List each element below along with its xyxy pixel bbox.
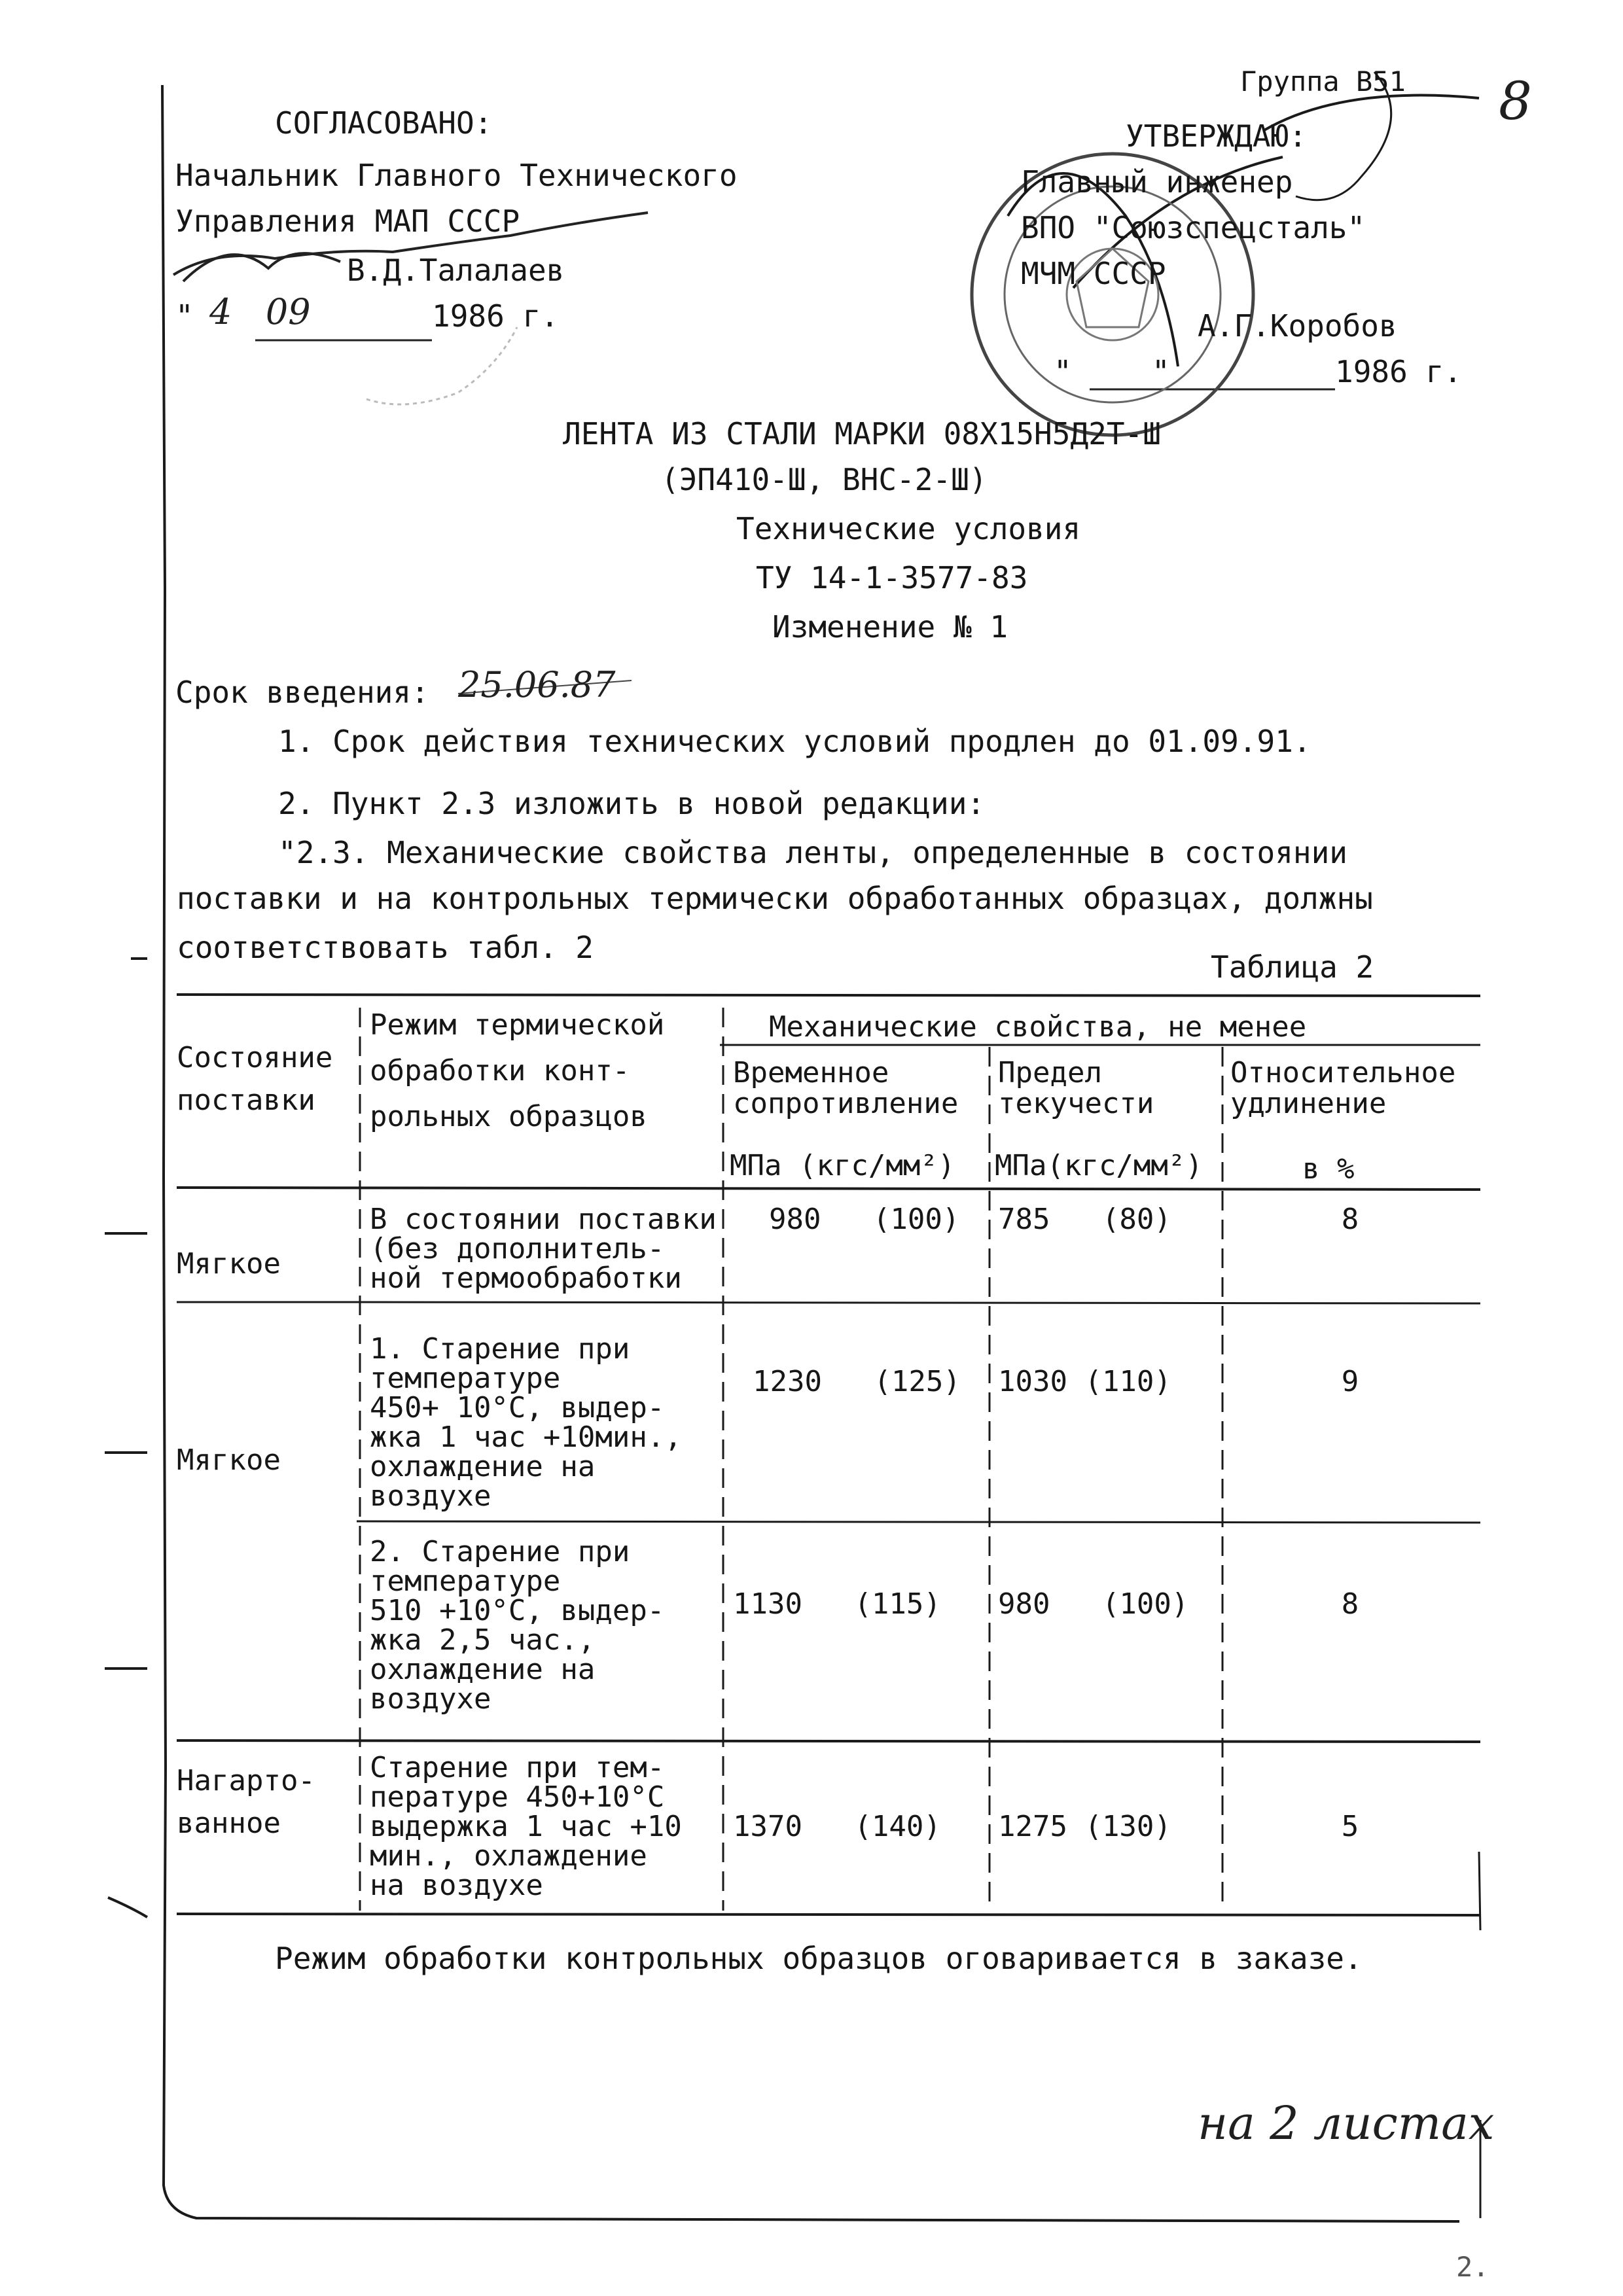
margin-tick (108, 1898, 147, 1917)
row1-elong: 8 (1341, 1203, 1359, 1236)
approve-line1: Главный инженер (1021, 164, 1293, 200)
row3-yield: 980 (100) (998, 1587, 1189, 1621)
row1-temp: 980 (100) (769, 1203, 960, 1236)
header-state-2: поставки (177, 1084, 315, 1117)
footnote: Режим обработки контрольных образцов оговаривается в заказе. (275, 1941, 1363, 1976)
group-note: Группа В51 (1240, 65, 1406, 97)
unit-temp: МПа (кгс/мм²) (730, 1149, 955, 1182)
header-temp-1: Временное (733, 1056, 889, 1089)
term-date-hand: 25.06.87 (458, 664, 616, 705)
row2-temp: 1230 (125) (753, 1365, 961, 1398)
approve-heading: УТВЕРЖДАЮ: (1126, 118, 1307, 154)
faint-stamp (366, 327, 517, 404)
row4-state-2: ванное (177, 1807, 281, 1840)
term-label: Срок введения: (175, 675, 429, 710)
row2-state: Мягкое (177, 1443, 281, 1477)
row1-mode-3: ной термообработки (370, 1262, 682, 1295)
header-mech: Механические свойства, не менее (769, 1010, 1307, 1044)
row4-yield: 1275 (130) (998, 1810, 1171, 1843)
row3-mode-2: температуре (370, 1564, 561, 1598)
header-yield-1: Предел (998, 1056, 1102, 1089)
row4-mode-4: мин., охлаждение (370, 1839, 647, 1873)
header-yield-2: текучести (998, 1087, 1154, 1120)
header-mode-2: обработки конт- (370, 1054, 630, 1087)
row3-mode-3: 510 +10°С, выдер- (370, 1594, 665, 1627)
row2-mode-5: охлаждение на (370, 1450, 596, 1483)
table-caption: Таблица 2 (1211, 949, 1374, 985)
unit-elong: в % (1302, 1152, 1355, 1186)
approve-date-open: " (1054, 354, 1072, 389)
approve-line3: МЧМ СССР (1021, 256, 1166, 291)
paragraph-line2: поставки и на контрольных термически обработанных образцах, должны (177, 881, 1373, 916)
unit-yield: МПа(кгс/мм²) (995, 1149, 1203, 1182)
item-2: 2. Пункт 2.3 изложить в новой редакции: (278, 786, 986, 821)
approved-name: В.Д.Талалаев (347, 253, 565, 288)
row3-mode-1: 2. Старение при (370, 1535, 630, 1568)
row4-elong: 5 (1341, 1810, 1359, 1843)
row4-temp: 1370 (140) (733, 1810, 941, 1843)
title-line3: Технические условия (736, 511, 1081, 546)
title-line1: ЛЕНТА ИЗ СТАЛИ МАРКИ 08Х15Н5Д2Т-Ш (563, 416, 1161, 451)
approve-year: 1986 г. (1335, 354, 1462, 389)
row1-mode-1: В состоянии поставки (370, 1203, 717, 1236)
row3-elong: 8 (1341, 1587, 1359, 1621)
row4-mode-5: на воздухе (370, 1869, 543, 1902)
approved-line1: Начальник Главного Технического (175, 158, 738, 193)
row2-mode-6: воздухе (370, 1479, 491, 1513)
header-elong-1: Относительное (1230, 1056, 1456, 1089)
header-elong-2: удлинение (1230, 1087, 1387, 1120)
row2-yield: 1030 (110) (998, 1365, 1171, 1398)
paragraph-line1: "2.3. Механические свойства ленты, определенные в состоянии (278, 835, 1347, 870)
row3-mode-4: жка 2,5 час., (370, 1623, 596, 1657)
row1-mode-2: (без дополнитель- (370, 1232, 665, 1265)
corner-mark: 2. (1456, 2251, 1489, 2283)
row2-mode-1: 1. Старение при (370, 1332, 630, 1366)
header-state-1: Состояние (177, 1041, 333, 1074)
approved-date-prefix: " (175, 298, 194, 334)
row3-temp: 1130 (115) (733, 1587, 941, 1621)
approve-name: А.Г.Коробов (1198, 308, 1397, 344)
approve-line2: ВПО "Союзспецсталь" (1021, 210, 1366, 245)
header-temp-2: сопротивление (733, 1087, 959, 1120)
row1-state: Мягкое (177, 1247, 281, 1280)
row3-mode-5: охлаждение на (370, 1653, 596, 1686)
approved-heading: СОГЛАСОВАНО: (275, 105, 493, 141)
title-line2: (ЭП410-Ш, ВНС-2-Ш) (661, 462, 988, 497)
row2-elong: 9 (1341, 1365, 1359, 1398)
row2-mode-3: 450+ 10°С, выдер- (370, 1391, 665, 1424)
approved-year: 1986 г. (432, 298, 559, 334)
row1-yield: 785 (80) (998, 1203, 1171, 1236)
title-line4: ТУ 14-1-3577-83 (756, 560, 1028, 595)
row3-mode-6: воздухе (370, 1682, 491, 1716)
row2-mode-2: температуре (370, 1362, 561, 1395)
row4-mode-1: Старение при тем- (370, 1751, 665, 1784)
row4-state-1: Нагарто- (177, 1764, 315, 1797)
row2-mode-4: жка 1 час +10мин., (370, 1421, 682, 1454)
approved-line2: Управления МАП СССР (175, 203, 520, 239)
sheets-note-hand: на 2 листах (1198, 2096, 1495, 2150)
approve-date-close: " (1152, 354, 1170, 389)
item-1: 1. Срок действия технических условий продлен до 01.09.91. (278, 724, 1311, 759)
paragraph-line3: соответствовать табл. 2 (177, 930, 594, 965)
right-margin-line (1479, 1852, 1480, 2218)
row4-mode-3: выдержка 1 час +10 (370, 1810, 682, 1843)
header-mode-3: рольных образцов (370, 1100, 647, 1133)
approved-date-hand: 4 09 (209, 291, 311, 332)
page-mark: 8 (1499, 71, 1532, 132)
row4-mode-2: пературе 450+10°С (370, 1780, 665, 1814)
header-mode-1: Режим термической (370, 1008, 665, 1042)
title-line5: Изменение № 1 (772, 609, 1008, 645)
